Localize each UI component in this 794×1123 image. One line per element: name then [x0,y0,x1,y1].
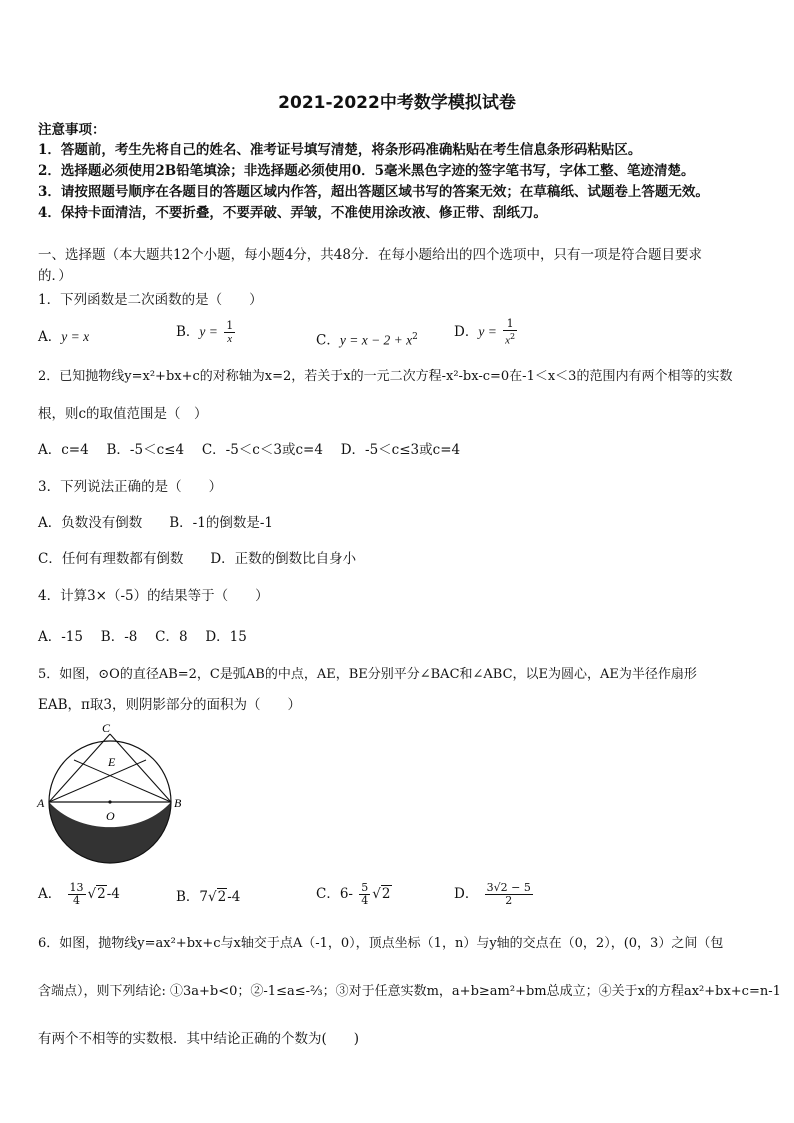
section-heading-line-1: 一、选择题（本大题共12个小题，每小题4分，共48分．在每小题给出的四个选项中，只有一项是符合题目要求 [38,247,702,263]
q1-d-fraction: $\frac{1}{x^2}$ [505,317,516,347]
q5-option-b: B．7√2-4 [176,889,241,905]
q1-option-d: D．y = $\frac{1}{x^2}$ [454,317,516,347]
label-a: A [37,796,45,810]
notice-heading: 注意事项： [38,122,106,138]
q5-line-2: EAB，π取3，则阴影部分的面积为（ ） [38,697,301,713]
chord-ac [49,734,110,802]
q1-option-c: C．$y = x - 2 + x^2$ [316,332,418,349]
q2-line-1: 2．已知抛物线y=x²+bx+c的对称轴为x=2，若关于x的一元二次方程-x²-bx-c=0在-1＜x＜3的范围内有两个相等的实数 [38,369,733,384]
q1-b-fraction: $\frac{1}{x}$ [226,319,234,345]
q4-stem: 4．计算3×（-5）的结果等于（ ） [38,588,269,604]
notice-item-3: 3．请按照题号顺序在各题目的答题区域内作答，超出答题区域书写的答案无效；在草稿纸、试题卷上答题无效。 [38,184,709,200]
q2-options: A．c=4 B．-5＜c≤4 C．-5＜c＜3或c=4 D．-5＜c≤3或c=4 [38,442,461,458]
q3-options-row-2: C．任何有理数都有倒数 D．正数的倒数比自身小 [38,551,357,567]
q2-line-2: 根，则c的取值范围是（ ） [38,406,208,422]
notice-item-1: 1．答题前，考生先将自己的姓名、准考证号填写清楚，将条形码准确粘贴在考生信息条形码粘贴区。 [38,142,642,158]
q5-option-c: C．6- $\frac{5}{4}$ √2 [316,881,391,907]
q1-stem: 1．下列函数是二次函数的是（ ） [38,292,263,308]
label-b: B [174,796,182,810]
q3-options-row-1: A．负数没有倒数 B．-1的倒数是-1 [38,515,273,531]
bisector-ae [49,760,146,802]
q4-options: A．-15 B．-8 C．8 D．15 [38,629,247,645]
q6-line-2: 含端点），则下列结论: ①3a+b<0；②-1≤a≤-⅔；③对于任意实数m，a+b≥am²+bm总成立；④关于x的方程ax²+bx+c=n-1 [38,984,781,999]
q5-option-d: D． $\frac{3√2 - 5}{2}$ [454,881,531,907]
notice-item-2: 2．选择题必须使用2B铅笔填涂；非选择题必须使用0．5毫米黑色字迹的签字笔书写，字体工整、笔迹清楚。 [38,163,695,179]
q5-circle-figure [36,720,188,866]
label-c: C [102,721,111,735]
q1-option-a: A．y = x [38,329,90,345]
notice-item-4: 4．保持卡面清洁，不要折叠，不要弄破、弄皱，不准使用涂改液、修正带、刮纸刀。 [38,205,547,221]
q5-option-a: A． $\frac{13}{4}$ √2-4 [38,881,120,907]
q1-option-b: B．y = $\frac{1}{x}$ [176,319,234,345]
q5-line-1: 5．如图，⊙O的直径AB=2，C是弧AB的中点，AE，BE分别平分∠BAC和∠ABC，以E为圆心，AE为半径作扇形 [38,667,697,682]
q3-stem: 3．下列说法正确的是（ ） [38,479,223,495]
label-e: E [108,755,116,769]
section-heading-line-2: 的．） [38,268,72,284]
q6-line-3: 有两个不相等的实数根．其中结论正确的个数为( ) [38,1031,360,1047]
page-title: 2021-2022中考数学模拟试卷 [278,93,516,113]
bisector-be [74,760,171,802]
center-point [108,800,111,803]
label-o: O [106,809,115,823]
q6-line-1: 6．如图，抛物线y=ax²+bx+c与x轴交于点A（-1，0），顶点坐标（1，n）与y轴的交点在（0，2），(0，3）之间（包 [38,936,724,951]
chord-bc [110,734,171,802]
